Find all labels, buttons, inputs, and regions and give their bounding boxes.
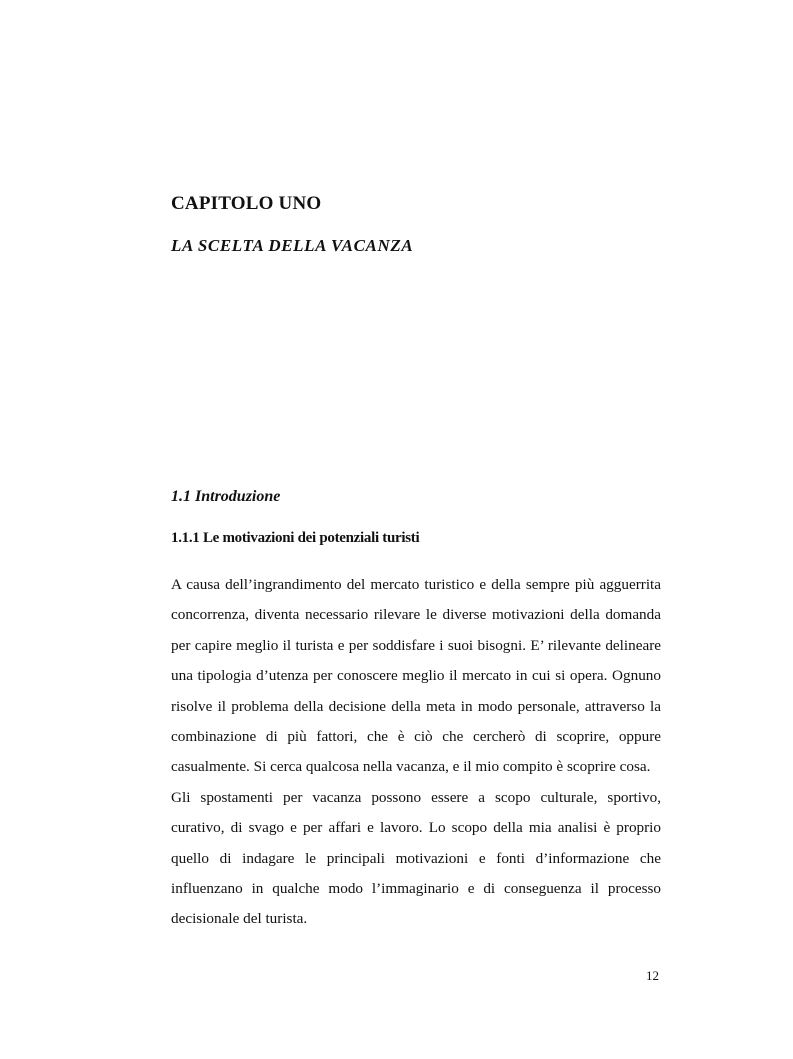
paragraph: Gli spostamenti per vacanza possono essere a scopo culturale, sportivo, curativo, di svago e per affari e lavoro. Lo scopo della mia analisi è proprio quello di indagare le principali motivazioni e fonti d’informazione che influenzano in qualche modo l’immaginario e di conseguenza il processo decisionale del turista. — [171, 788, 661, 928]
paragraph: A causa dell’ingrandimento del mercato turistico e della sempre più agguerrita concorrenza, diventa necessario rilevare le diverse motivazioni della domanda per capire meglio il turista e per soddisfare i suoi bisogni. E’ rilevante delineare una tipologia d’utenza per conoscere meglio il mercato in cui si opera. Ognuno risolve il problema della decisione della meta in modo personale, attraverso la combinazione di più fattori, che è ciò che cercherò di scoprire, oppure casualmente. Si cerca qualcosa nella vacanza, e il mio compito è scoprire cosa. — [171, 576, 661, 776]
chapter-title: LA SCELTA DELLA VACANZA — [171, 236, 414, 255]
chapter-label: CAPITOLO UNO — [171, 193, 322, 214]
section-heading: 1.1 Introduzione — [171, 488, 281, 505]
subsection-heading: 1.1.1 Le motivazioni dei potenziali turisti — [171, 530, 420, 546]
body-text — [171, 570, 661, 935]
page-number: 12 — [646, 968, 659, 983]
